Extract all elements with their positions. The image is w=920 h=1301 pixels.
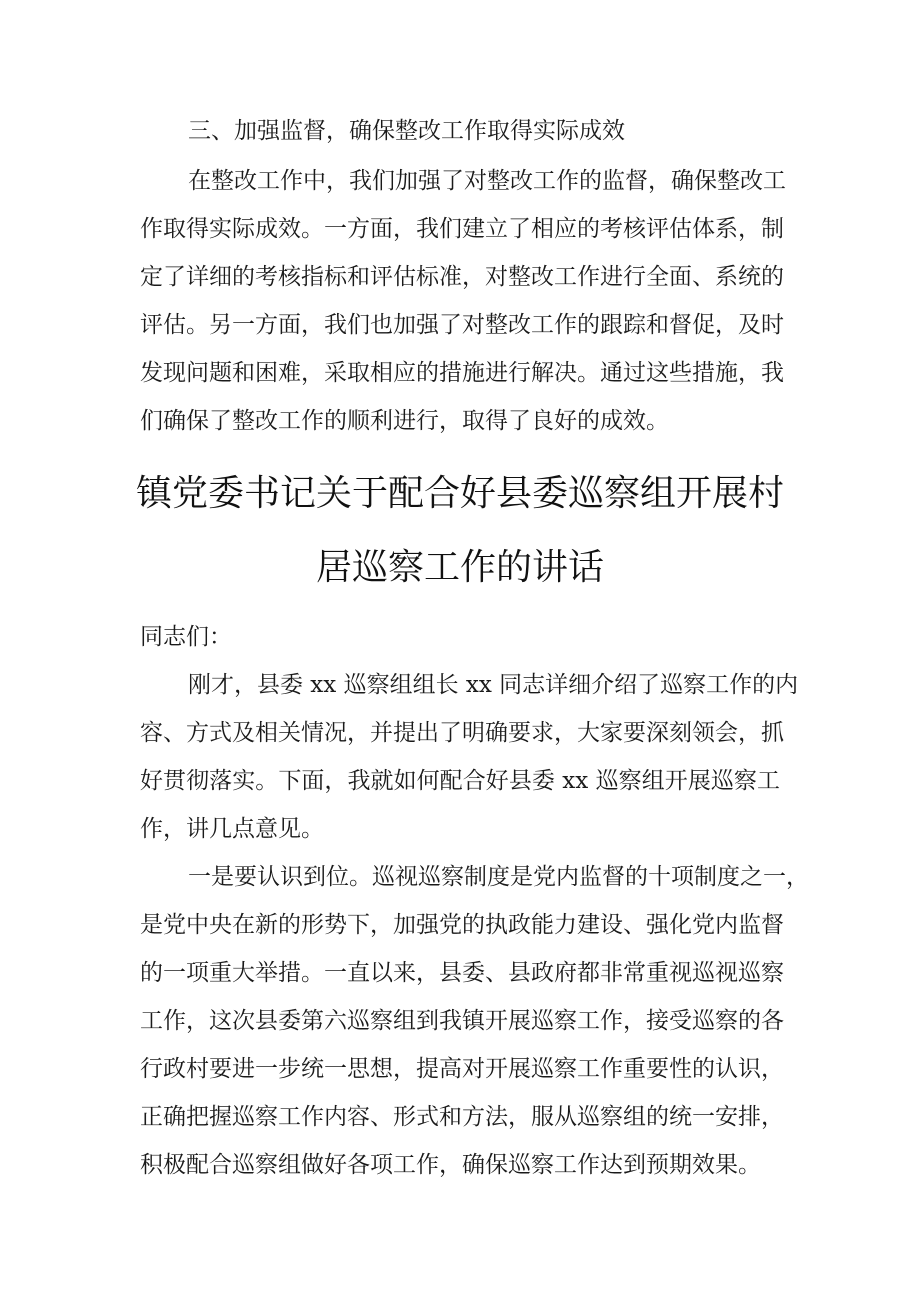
paragraph-line: 工作，这次县委第六巡察组到我镇开展巡察工作，接受巡察的各 [140, 1008, 784, 1034]
paragraph-line: 的一项重大举措。一直以来，县委、县政府都非常重视巡视巡察 [140, 960, 784, 986]
paragraph-line: 正确把握巡察工作内容、形式和方法，服从巡察组的统一安排， [140, 1104, 784, 1130]
paragraph-line: 行政村要进一步统一思想，提高对开展巡察工作重要性的认识， [140, 1056, 784, 1082]
salutation: 同志们： [140, 624, 232, 650]
paragraph-line: 定了详细的考核指标和评估标准，对整改工作进行全面、系统的 [140, 264, 784, 290]
section-heading: 三、加强监督，确保整改工作取得实际成效 [188, 118, 625, 144]
article-title-line-2: 居巡察工作的讲话 [315, 547, 604, 588]
paragraph-line: 作取得实际成效。一方面，我们建立了相应的考核评估体系，制 [140, 216, 784, 242]
paragraph-line: 作，讲几点意见。 [140, 816, 324, 842]
paragraph-line: 是党中央在新的形势下，加强党的执政能力建设、强化党内监督 [140, 912, 784, 938]
paragraph-line: 好贯彻落实。下面，我就如何配合好县委 xx 巡察组开展巡察工 [140, 768, 780, 794]
paragraph-line: 们确保了整改工作的顺利进行，取得了良好的成效。 [140, 408, 669, 434]
paragraph-line: 在整改工作中，我们加强了对整改工作的监督，确保整改工 [188, 168, 786, 194]
paragraph-line: 容、方式及相关情况，并提出了明确要求，大家要深刻领会，抓 [140, 720, 784, 746]
paragraph-line: 积极配合巡察组做好各项工作，确保巡察工作达到预期效果。 [140, 1152, 761, 1178]
paragraph-line: 发现问题和困难，采取相应的措施进行解决。通过这些措施，我 [140, 360, 784, 386]
paragraph-line: 一是要认识到位。巡视巡察制度是党内监督的十项制度之一， [188, 864, 809, 890]
paragraph-line: 刚才，县委 xx 巡察组组长 xx 同志详细介绍了巡察工作的内 [188, 672, 799, 698]
paragraph-line: 评估。另一方面，我们也加强了对整改工作的跟踪和督促，及时 [140, 312, 784, 338]
article-title-line-1: 镇党委书记关于配合好县委巡察组开展村 [135, 473, 784, 514]
